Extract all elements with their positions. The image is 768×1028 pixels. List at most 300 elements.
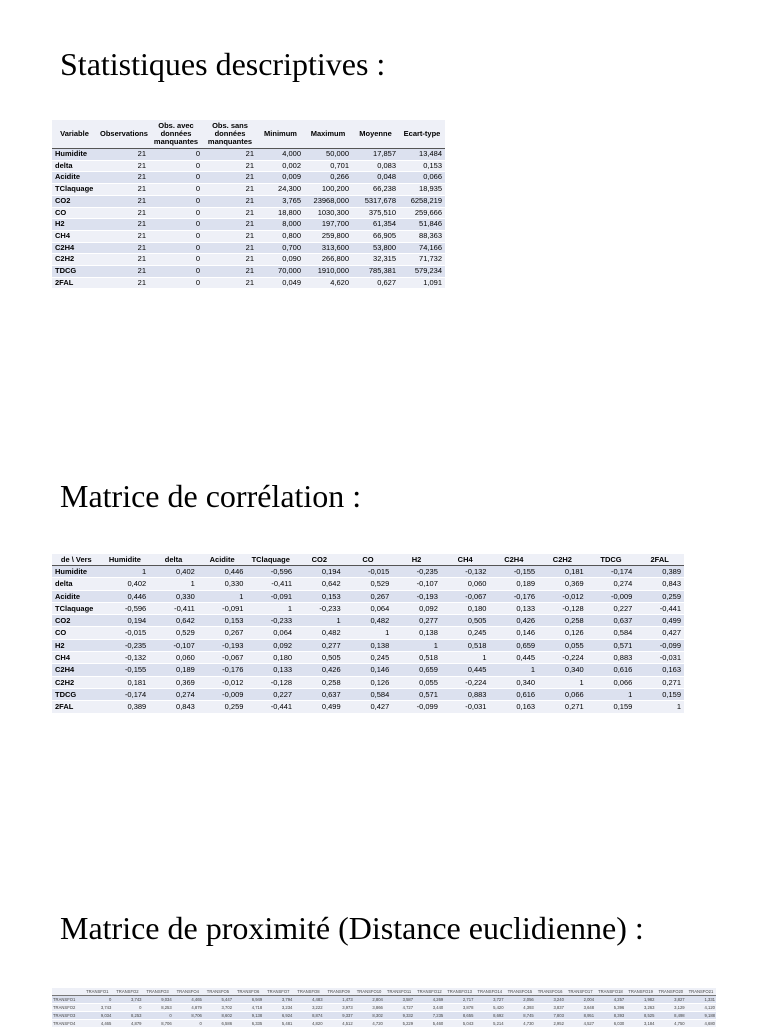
stats-cell: 21 <box>203 277 257 289</box>
corr-cell: 0,163 <box>635 664 684 676</box>
stats-cell: 0,009 <box>257 172 304 184</box>
prox-cell: 9,337 <box>324 1012 354 1020</box>
corr-cell: 0,427 <box>344 701 393 713</box>
prox-cell: 4,730 <box>505 1020 535 1028</box>
table-row <box>52 701 684 713</box>
prox-cell: 4,269 <box>414 996 444 1004</box>
corr-cell: 0,659 <box>489 639 538 651</box>
corr-row-label: delta <box>52 578 101 590</box>
corr-column-header: CO <box>344 554 393 566</box>
stats-column-header: Observations <box>97 120 149 149</box>
stats-column-header: Minimum <box>257 120 304 149</box>
table-row <box>52 160 445 172</box>
corr-cell: 0,482 <box>344 615 393 627</box>
table-row <box>52 230 445 242</box>
stats-cell: 313,600 <box>304 242 352 254</box>
corr-cell: 0,126 <box>538 627 587 639</box>
corr-cell: 0,055 <box>538 639 587 651</box>
stats-column-header: Obs. avec données manquantes <box>149 120 203 149</box>
corr-cell: -0,193 <box>392 590 441 602</box>
corr-cell: 0,499 <box>295 701 344 713</box>
stats-cell: 0 <box>149 207 203 219</box>
corr-cell: 0,259 <box>198 701 247 713</box>
prox-cell: 6,924 <box>263 1012 293 1020</box>
prox-cell: 4,465 <box>82 1020 112 1028</box>
corr-cell: 0,571 <box>587 639 636 651</box>
prox-cell: 4,718 <box>233 1004 263 1012</box>
corr-cell: 0,482 <box>295 627 344 639</box>
stats-cell: 0 <box>149 149 203 161</box>
prox-cell: 7,235 <box>414 1012 444 1020</box>
corr-cell: -0,091 <box>246 590 295 602</box>
table-row <box>52 578 684 590</box>
corr-cell: -0,091 <box>198 602 247 614</box>
prox-cell: 3,866 <box>354 1004 384 1012</box>
corr-cell: -0,596 <box>246 566 295 578</box>
corr-cell: 0,066 <box>587 676 636 688</box>
corr-cell: 0,369 <box>149 676 198 688</box>
stats-cell: 18,800 <box>257 207 304 219</box>
corr-cell: 0,529 <box>149 627 198 639</box>
table-row <box>52 149 445 161</box>
table-row <box>52 277 445 289</box>
corr-cell: 0,427 <box>635 627 684 639</box>
prox-cell: 2,952 <box>535 1020 565 1028</box>
prox-cell: 6,586 <box>203 1020 233 1028</box>
stats-cell: 259,800 <box>304 230 352 242</box>
table-row <box>52 1012 716 1020</box>
stats-column-header: Variable <box>52 120 97 149</box>
corr-cell: -0,067 <box>441 590 490 602</box>
stats-column-header: Ecart-type <box>399 120 445 149</box>
corr-cell: 0,267 <box>198 627 247 639</box>
prox-cell: 4,120 <box>686 1004 716 1012</box>
table-row <box>52 172 445 184</box>
prox-cell: 3,743 <box>82 1004 112 1012</box>
corr-cell: 0,277 <box>295 639 344 651</box>
stats-cell: 21 <box>97 219 149 231</box>
prox-cell: 5,460 <box>414 1020 444 1028</box>
prox-cell: 4,527 <box>565 1020 595 1028</box>
stats-cell: 5317,678 <box>352 195 399 207</box>
stats-row-label: C2H2 <box>52 254 97 266</box>
prox-column-header: TRANSFO7 <box>263 988 293 996</box>
prox-cell: 6,949 <box>233 996 263 1004</box>
prox-cell: 3,263 <box>625 1004 655 1012</box>
corr-row-label: C2H2 <box>52 676 101 688</box>
corr-cell: -0,224 <box>538 652 587 664</box>
corr-cell: 0,153 <box>198 615 247 627</box>
table-row <box>52 207 445 219</box>
stats-cell: 21 <box>97 230 149 242</box>
corr-cell: -0,012 <box>538 590 587 602</box>
corr-cell: -0,155 <box>489 566 538 578</box>
corr-cell: -0,107 <box>149 639 198 651</box>
prox-cell: 8,692 <box>474 1012 504 1020</box>
corr-cell: 0,092 <box>392 602 441 614</box>
corr-cell: 0,180 <box>441 602 490 614</box>
corr-cell: 0,180 <box>246 652 295 664</box>
prox-column-header: TRANSFO8 <box>293 988 323 996</box>
descriptive-stats-table <box>52 120 445 289</box>
prox-cell: 5,229 <box>384 1020 414 1028</box>
corr-column-header: Humidite <box>101 554 150 566</box>
table-row <box>52 639 684 651</box>
prox-cell: 8,706 <box>143 1020 173 1028</box>
correlation-matrix-table <box>52 554 684 714</box>
stats-row-label: CH4 <box>52 230 97 242</box>
corr-cell: 0,505 <box>295 652 344 664</box>
table-row <box>52 219 445 231</box>
prox-cell: 8,498 <box>655 1012 685 1020</box>
corr-cell: 0,616 <box>587 664 636 676</box>
corr-cell: 0,271 <box>635 676 684 688</box>
corr-cell: -0,441 <box>246 701 295 713</box>
prox-column-header <box>52 988 82 996</box>
corr-cell: 0,060 <box>149 652 198 664</box>
table-row <box>52 652 684 664</box>
prox-column-header: TRANSFO16 <box>535 988 565 996</box>
corr-cell: -0,099 <box>635 639 684 651</box>
corr-cell: 0,340 <box>489 676 538 688</box>
prox-cell: 2,056 <box>505 996 535 1004</box>
stats-cell: 21 <box>97 254 149 266</box>
prox-column-header: TRANSFO11 <box>384 988 414 996</box>
corr-cell: 0,277 <box>392 615 441 627</box>
prox-column-header: TRANSFO17 <box>565 988 595 996</box>
corr-cell: 0,258 <box>538 615 587 627</box>
prox-cell: 3,648 <box>565 1004 595 1012</box>
stats-cell: 259,666 <box>399 207 445 219</box>
table-row <box>52 254 445 266</box>
stats-cell: 1030,300 <box>304 207 352 219</box>
stats-cell: 0,700 <box>257 242 304 254</box>
prox-cell: 0 <box>112 1004 142 1012</box>
corr-cell: 0,245 <box>441 627 490 639</box>
corr-cell: 0,330 <box>149 590 198 602</box>
corr-cell: -0,128 <box>246 676 295 688</box>
corr-cell: 0,389 <box>101 701 150 713</box>
prox-cell: 3,827 <box>655 996 685 1004</box>
prox-cell: 1,331 <box>686 996 716 1004</box>
table-row <box>52 242 445 254</box>
corr-cell: 0,066 <box>538 688 587 700</box>
corr-cell: 0,637 <box>587 615 636 627</box>
stats-cell: 17,857 <box>352 149 399 161</box>
prox-cell: 4,727 <box>384 1004 414 1012</box>
corr-cell: 0,153 <box>295 590 344 602</box>
corr-cell: -0,009 <box>587 590 636 602</box>
prox-body <box>52 996 716 1028</box>
stats-cell: 21 <box>203 184 257 196</box>
prox-column-header: TRANSFO3 <box>143 988 173 996</box>
corr-cell: 0,584 <box>344 688 393 700</box>
stats-row-label: Acidite <box>52 172 97 184</box>
prox-cell: 8,393 <box>595 1012 625 1020</box>
prox-cell: 3,129 <box>655 1004 685 1012</box>
stats-cell: 0 <box>149 172 203 184</box>
stats-cell: 375,510 <box>352 207 399 219</box>
stats-cell: 4,000 <box>257 149 304 161</box>
stats-cell: 21 <box>97 207 149 219</box>
prox-cell: 3,702 <box>203 1004 233 1012</box>
table-row <box>52 184 445 196</box>
stats-cell: 24,300 <box>257 184 304 196</box>
corr-cell: 0,637 <box>295 688 344 700</box>
corr-cell: 1 <box>489 664 538 676</box>
stats-cell: 0 <box>149 266 203 278</box>
stats-column-header: Obs. sans données manquantes <box>203 120 257 149</box>
stats-cell: 0 <box>149 160 203 172</box>
stats-cell: 21 <box>97 242 149 254</box>
stats-cell: 21 <box>97 172 149 184</box>
corr-cell: 1 <box>538 676 587 688</box>
prox-column-header: TRANSFO19 <box>625 988 655 996</box>
prox-column-header: TRANSFO9 <box>324 988 354 996</box>
stats-cell: 74,166 <box>399 242 445 254</box>
corr-cell: -0,012 <box>198 676 247 688</box>
prox-column-header: TRANSFO12 <box>414 988 444 996</box>
prox-cell: 9,034 <box>82 1012 112 1020</box>
stats-body <box>52 149 445 289</box>
corr-cell: 0,189 <box>489 578 538 590</box>
table-row <box>52 688 684 700</box>
stats-cell: 21 <box>203 219 257 231</box>
corr-cell: -0,176 <box>489 590 538 602</box>
prox-column-header: TRANSFO13 <box>444 988 474 996</box>
prox-cell: 0 <box>82 996 112 1004</box>
corr-cell: -0,174 <box>101 688 150 700</box>
corr-cell: 0,426 <box>489 615 538 627</box>
stats-cell: 51,846 <box>399 219 445 231</box>
prox-column-header: TRANSFO18 <box>595 988 625 996</box>
stats-cell: 0 <box>149 277 203 289</box>
stats-cell: 21 <box>203 242 257 254</box>
prox-cell: 4,720 <box>354 1020 384 1028</box>
corr-cell: -0,411 <box>149 602 198 614</box>
corr-cell: 0,642 <box>149 615 198 627</box>
corr-cell: 0,163 <box>489 701 538 713</box>
stats-cell: 0,002 <box>257 160 304 172</box>
table-row <box>52 602 684 614</box>
stats-cell: 21 <box>203 149 257 161</box>
corr-cell: 0,883 <box>587 652 636 664</box>
corr-row-label: CO <box>52 627 101 639</box>
prox-cell: 8,602 <box>203 1012 233 1020</box>
stats-cell: 18,935 <box>399 184 445 196</box>
stats-cell: 4,620 <box>304 277 352 289</box>
stats-cell: 3,765 <box>257 195 304 207</box>
stats-cell: 0 <box>149 242 203 254</box>
corr-cell: 0,064 <box>246 627 295 639</box>
stats-cell: 0 <box>149 184 203 196</box>
corr-cell: 0,133 <box>489 602 538 614</box>
prox-cell: 4,393 <box>505 1004 535 1012</box>
corr-cell: 1 <box>295 615 344 627</box>
corr-cell: 0,274 <box>149 688 198 700</box>
corr-cell: 0,369 <box>538 578 587 590</box>
table-row <box>52 627 684 639</box>
corr-cell: -0,155 <box>101 664 150 676</box>
corr-cell: 0,883 <box>441 688 490 700</box>
stats-cell: 0,701 <box>304 160 352 172</box>
stats-cell: 785,381 <box>352 266 399 278</box>
stats-cell: 50,000 <box>304 149 352 161</box>
corr-cell: 0,258 <box>295 676 344 688</box>
prox-cell: 0 <box>143 1012 173 1020</box>
corr-cell: 0,340 <box>538 664 587 676</box>
prox-cell: 5,481 <box>263 1020 293 1028</box>
corr-column-header: delta <box>149 554 198 566</box>
stats-row-label: TClaquage <box>52 184 97 196</box>
corr-cell: 1 <box>198 590 247 602</box>
corr-row-label: TClaquage <box>52 602 101 614</box>
corr-cell: -0,193 <box>198 639 247 651</box>
corr-row-label: C2H4 <box>52 664 101 676</box>
corr-cell: 0,584 <box>587 627 636 639</box>
prox-column-header: TRANSFO6 <box>233 988 263 996</box>
prox-cell: 8,951 <box>565 1012 595 1020</box>
corr-cell: 0,518 <box>441 639 490 651</box>
corr-cell: 0,194 <box>295 566 344 578</box>
corr-cell: 0,446 <box>101 590 150 602</box>
corr-cell: 0,271 <box>538 701 587 713</box>
corr-cell: 0,642 <box>295 578 344 590</box>
corr-cell: 0,518 <box>392 652 441 664</box>
stats-cell: 66,238 <box>352 184 399 196</box>
stats-cell: 21 <box>203 230 257 242</box>
corr-row-label: 2FAL <box>52 701 101 713</box>
prox-cell: 5,396 <box>595 1004 625 1012</box>
corr-cell: -0,099 <box>392 701 441 713</box>
corr-cell: 0,194 <box>101 615 150 627</box>
prox-row-label: TRANSFO1 <box>52 996 82 1004</box>
stats-cell: 1910,000 <box>304 266 352 278</box>
corr-cell: 0,402 <box>149 566 198 578</box>
stats-column-header: Moyenne <box>352 120 399 149</box>
prox-cell: 5,214 <box>474 1020 504 1028</box>
prox-cell: 3,727 <box>474 996 504 1004</box>
prox-column-header: TRANSFO2 <box>112 988 142 996</box>
corr-cell: 0,843 <box>635 578 684 590</box>
prox-column-header: TRANSFO15 <box>505 988 535 996</box>
corr-cell: 1 <box>149 578 198 590</box>
corr-cell: -0,233 <box>246 615 295 627</box>
corr-cell: 0,138 <box>344 639 393 651</box>
corr-cell: 0,330 <box>198 578 247 590</box>
stats-row-label: H2 <box>52 219 97 231</box>
stats-cell: 0 <box>149 254 203 266</box>
corr-cell: -0,441 <box>635 602 684 614</box>
stats-cell: 13,484 <box>399 149 445 161</box>
corr-cell: -0,224 <box>441 676 490 688</box>
stats-cell: 579,234 <box>399 266 445 278</box>
prox-cell: 9,332 <box>384 1012 414 1020</box>
prox-cell: 3,837 <box>535 1004 565 1012</box>
corr-cell: 0,843 <box>149 701 198 713</box>
stats-row-label: CO <box>52 207 97 219</box>
prox-cell: 1,982 <box>625 996 655 1004</box>
prox-cell: 7,803 <box>535 1012 565 1020</box>
prox-cell: 5,420 <box>474 1004 504 1012</box>
prox-cell: 5,043 <box>444 1020 474 1028</box>
prox-cell: 2,717 <box>444 996 474 1004</box>
table-row <box>52 1004 716 1012</box>
corr-cell: -0,015 <box>101 627 150 639</box>
prox-cell: 9,034 <box>143 996 173 1004</box>
prox-cell: 8,655 <box>444 1012 474 1020</box>
corr-cell: 0,529 <box>344 578 393 590</box>
corr-cell: 0,181 <box>538 566 587 578</box>
corr-cell: 1 <box>101 566 150 578</box>
corr-cell: -0,031 <box>635 652 684 664</box>
corr-cell: 0,267 <box>344 590 393 602</box>
stats-row-label: CO2 <box>52 195 97 207</box>
corr-cell: 0,138 <box>392 627 441 639</box>
corr-row-label: Humidite <box>52 566 101 578</box>
corr-column-header: TClaquage <box>246 554 295 566</box>
prox-column-header: TRANSFO5 <box>203 988 233 996</box>
table-row <box>52 590 684 602</box>
stats-cell: 0,049 <box>257 277 304 289</box>
stats-cell: 53,800 <box>352 242 399 254</box>
stats-cell: 88,363 <box>399 230 445 242</box>
stats-cell: 100,200 <box>304 184 352 196</box>
prox-cell: 2,004 <box>565 996 595 1004</box>
stats-cell: 21 <box>97 160 149 172</box>
corr-cell: 0,402 <box>101 578 150 590</box>
table-row <box>52 996 716 1004</box>
stats-cell: 70,000 <box>257 266 304 278</box>
stats-cell: 0 <box>149 230 203 242</box>
prox-cell: 4,483 <box>293 996 323 1004</box>
corr-column-header: CH4 <box>441 554 490 566</box>
stats-row-label: 2FAL <box>52 277 97 289</box>
corr-cell: 0,092 <box>246 639 295 651</box>
prox-cell: 1,473 <box>324 996 354 1004</box>
table-row <box>52 566 684 578</box>
corr-row-label: Acidite <box>52 590 101 602</box>
corr-cell: 0,064 <box>344 602 393 614</box>
corr-cell: -0,132 <box>441 566 490 578</box>
corr-cell: 1 <box>392 639 441 651</box>
prox-row-label: TRANSFO2 <box>52 1004 82 1012</box>
prox-cell: 4,820 <box>293 1020 323 1028</box>
corr-cell: 0,659 <box>392 664 441 676</box>
corr-cell: 0,126 <box>344 676 393 688</box>
corr-cell: 0,159 <box>635 688 684 700</box>
prox-cell: 8,525 <box>625 1012 655 1020</box>
corr-cell: -0,015 <box>344 566 393 578</box>
corr-cell: -0,235 <box>392 566 441 578</box>
corr-column-header: H2 <box>392 554 441 566</box>
corr-cell: -0,411 <box>246 578 295 590</box>
stats-cell: 21 <box>203 266 257 278</box>
corr-row-label: H2 <box>52 639 101 651</box>
prox-cell: 8,706 <box>173 1012 203 1020</box>
prox-cell: 9,138 <box>233 1012 263 1020</box>
prox-cell: 3,184 <box>625 1020 655 1028</box>
corr-cell: 0,146 <box>489 627 538 639</box>
prox-cell: 4,750 <box>655 1020 685 1028</box>
prox-cell: 3,234 <box>263 1004 293 1012</box>
corr-column-header: de \ Vers <box>52 554 101 566</box>
stats-cell: 21 <box>203 254 257 266</box>
stats-cell: 61,354 <box>352 219 399 231</box>
corr-cell: 0,133 <box>246 664 295 676</box>
corr-cell: 0,505 <box>441 615 490 627</box>
corr-cell: 0,189 <box>149 664 198 676</box>
